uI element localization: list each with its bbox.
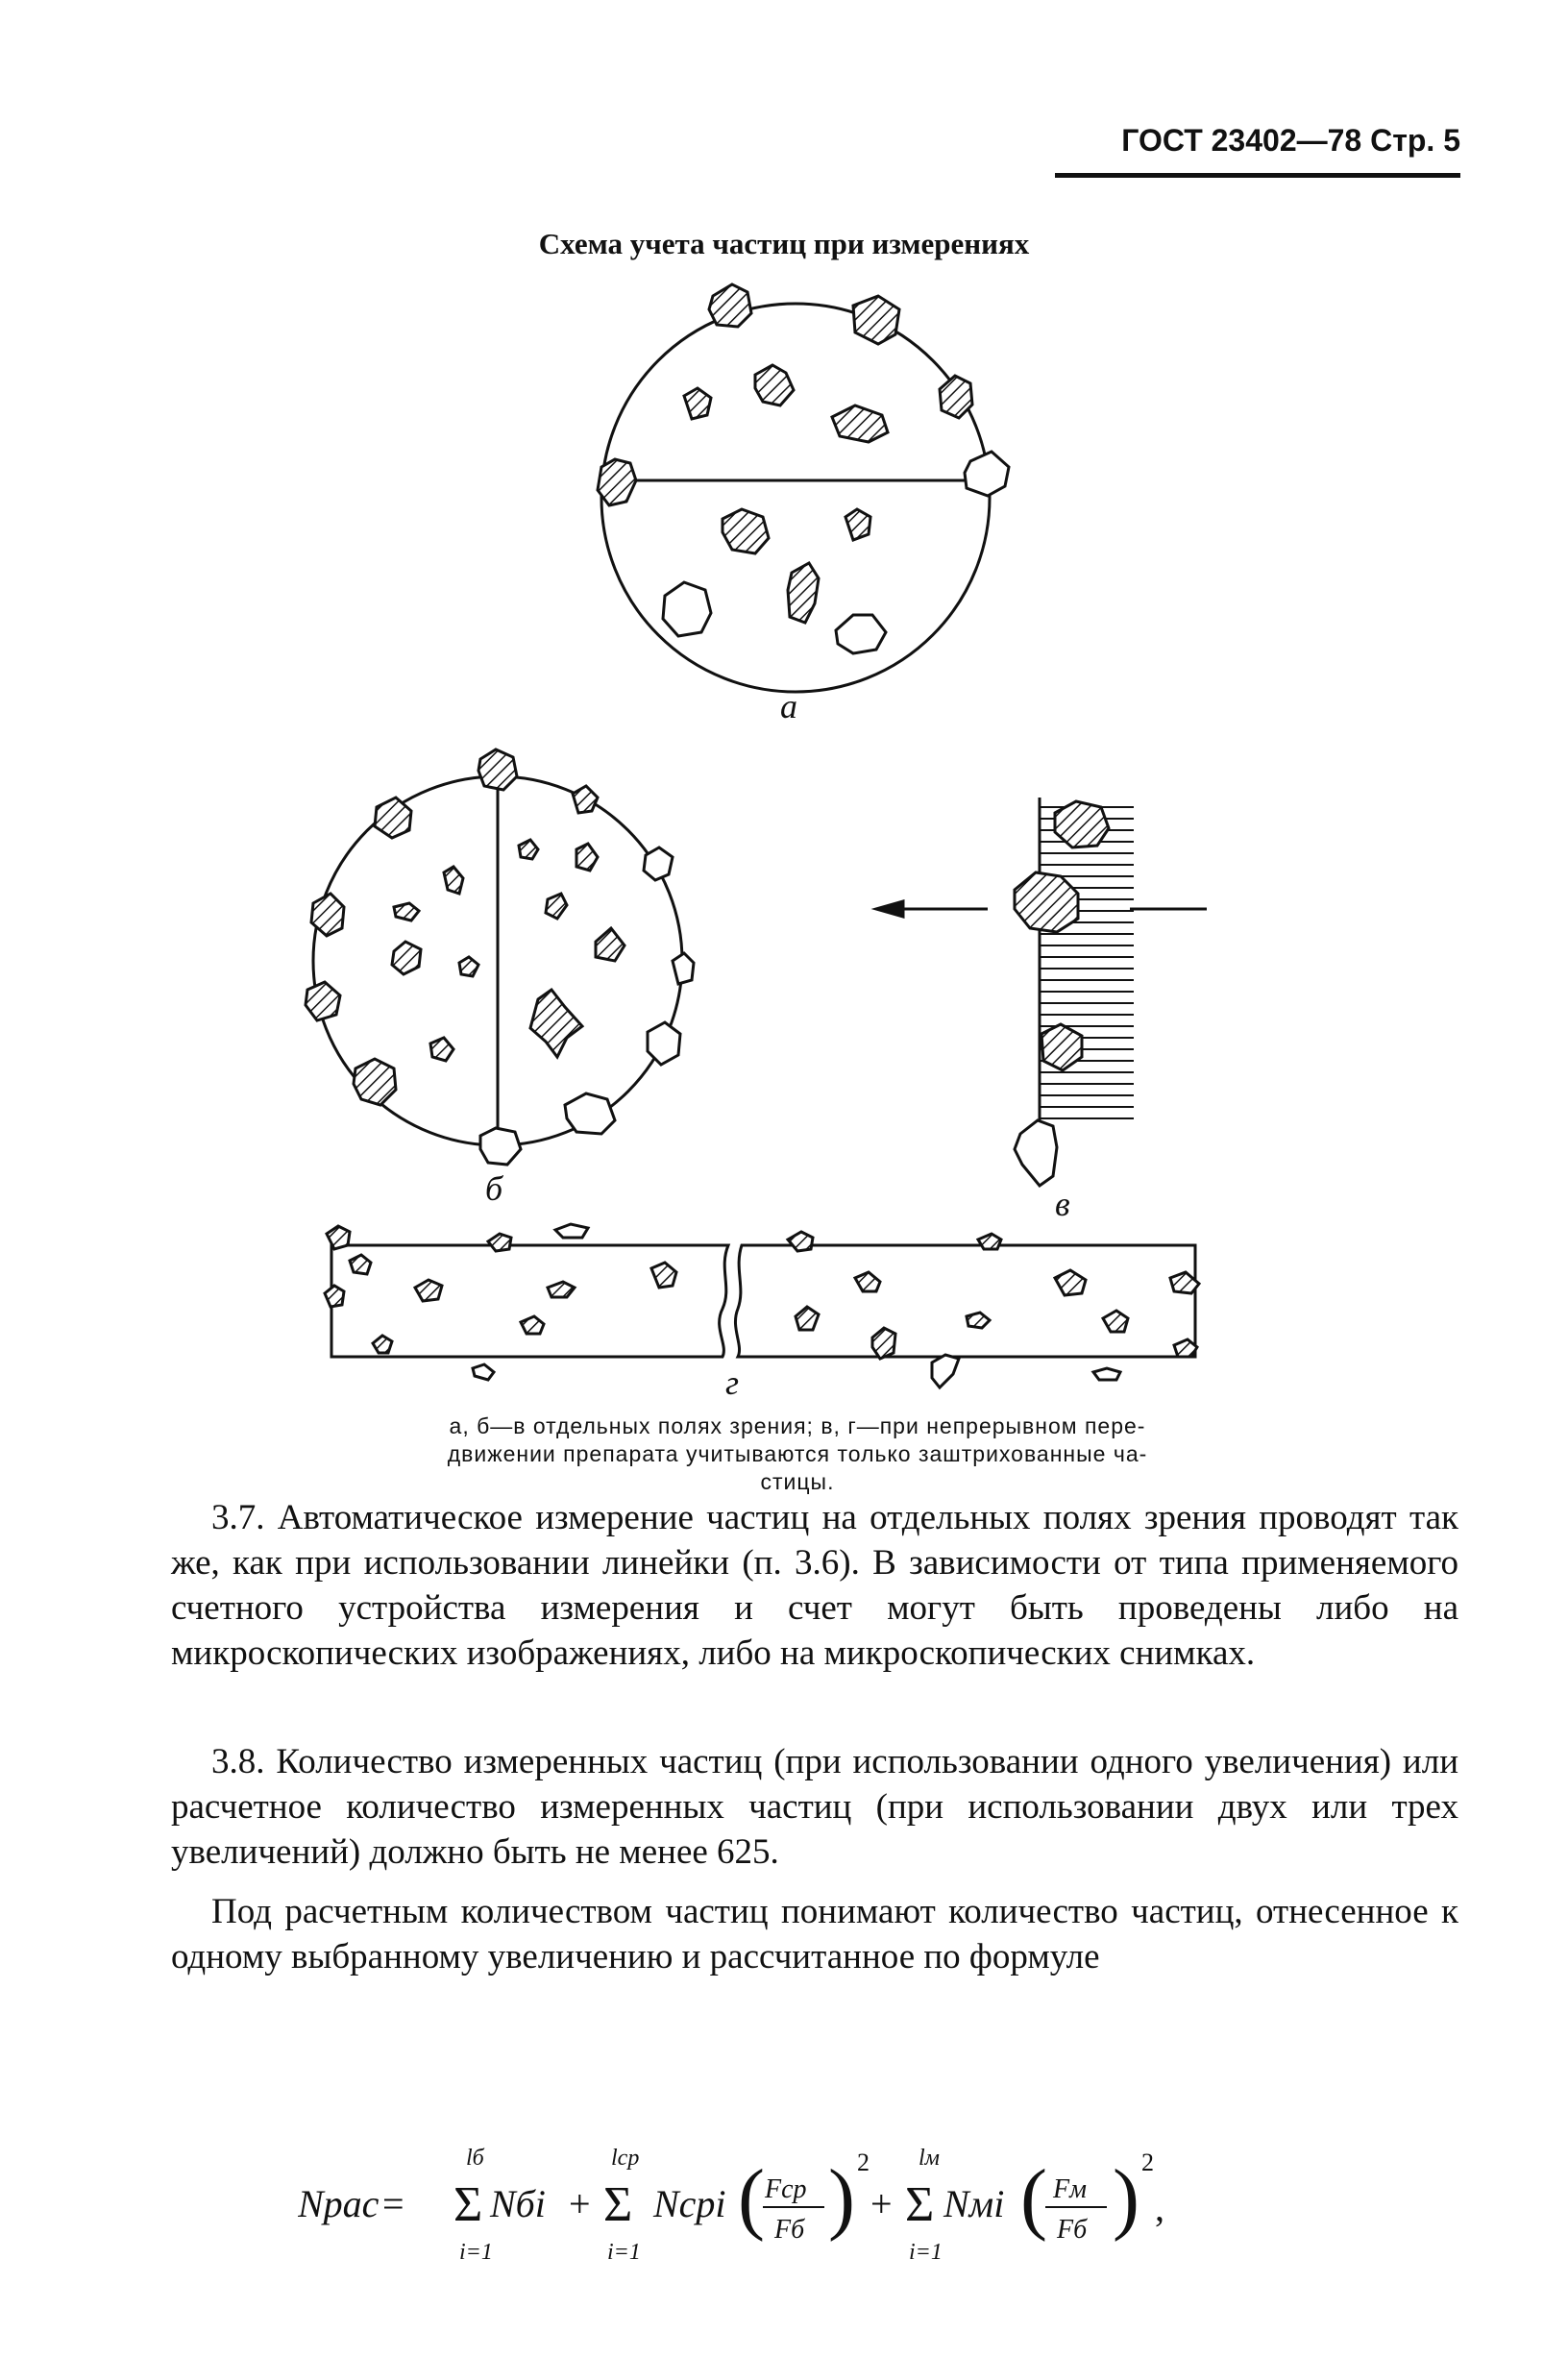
term3-frac-num: Fм — [1053, 2174, 1087, 2204]
label-g: г — [725, 1363, 740, 1402]
caption-line-1: а, б—в отдельных полях зрения; в, г—при непрерывном пере- — [449, 1413, 1146, 1438]
paragraph-3-8: 3.8. Количество измеренных частиц (при использовании одного увеличения) или расчетное количество измеренных частиц (при использовании двух или трех увеличений) должно быть не менее 625. — [171, 1742, 1458, 1872]
term2-upper: lср — [611, 2146, 640, 2171]
figure-caption — [317, 1412, 1278, 1496]
caption-line-2: движении препарата учитываются только заштрихованные ча- — [447, 1441, 1148, 1466]
term3-frac-den: Fб — [1057, 2215, 1088, 2245]
paren-open-3: ( — [1020, 2153, 1047, 2243]
paragraph-formula-intro: Под расчетным количеством частиц понимают количество частиц, отнесенное к одному выбранному увеличению и рассчитанное по формуле — [171, 1892, 1458, 1976]
diagram-g — [325, 1224, 1199, 1387]
plus-2: + — [870, 2182, 893, 2225]
label-v: в — [1055, 1185, 1070, 1223]
label-b: б — [485, 1169, 503, 1208]
term2-lower: i=1 — [607, 2240, 641, 2265]
term2-body: Nсрi — [653, 2182, 726, 2225]
plus-1: + — [569, 2182, 591, 2225]
term3-upper: lм — [919, 2146, 940, 2171]
page-header: ГОСТ 23402—78 Стр. 5 — [1121, 123, 1460, 158]
diagram-b — [306, 749, 694, 1165]
diagram-v — [876, 798, 1207, 1186]
paragraph-3-7: 3.7. Автоматическое измерение частиц на отдельных полях зрения проводят так же, как при использовании линейки (п. 3.6). В зависимости от типа применяемого счетного устройства измерения и счет могут быть проведены либо на микроскопических изображениях, либо на микроскопических снимках. — [171, 1498, 1458, 1673]
formula — [298, 2138, 1201, 2282]
term1-lower: i=1 — [459, 2240, 493, 2265]
term2-frac-num: Fср — [765, 2174, 807, 2204]
paren-close-2: ) — [828, 2153, 855, 2243]
term1-upper: lб — [466, 2146, 484, 2171]
term2-power: 2 — [857, 2148, 870, 2176]
caption-line-3: стицы. — [760, 1469, 835, 1494]
diagram-a — [598, 284, 1009, 692]
term3-body: Nмi — [943, 2182, 1005, 2225]
label-a: а — [780, 687, 797, 725]
term2-frac-den: Fб — [774, 2215, 805, 2245]
term3-lower: i=1 — [909, 2240, 943, 2265]
sigma-2: Σ — [603, 2177, 633, 2232]
term3-power: 2 — [1141, 2148, 1154, 2176]
paren-open-2: ( — [738, 2153, 765, 2243]
formula-eq: = — [382, 2182, 404, 2225]
sigma-1: Σ — [453, 2177, 483, 2232]
formula-comma: , — [1155, 2186, 1164, 2229]
figure-title: Схема учета частиц при измерениях — [538, 227, 1030, 260]
sigma-3: Σ — [905, 2177, 935, 2232]
paren-close-3: ) — [1113, 2153, 1139, 2243]
formula-lhs: Npac — [298, 2182, 380, 2225]
term1-body: Nбi — [490, 2182, 546, 2225]
